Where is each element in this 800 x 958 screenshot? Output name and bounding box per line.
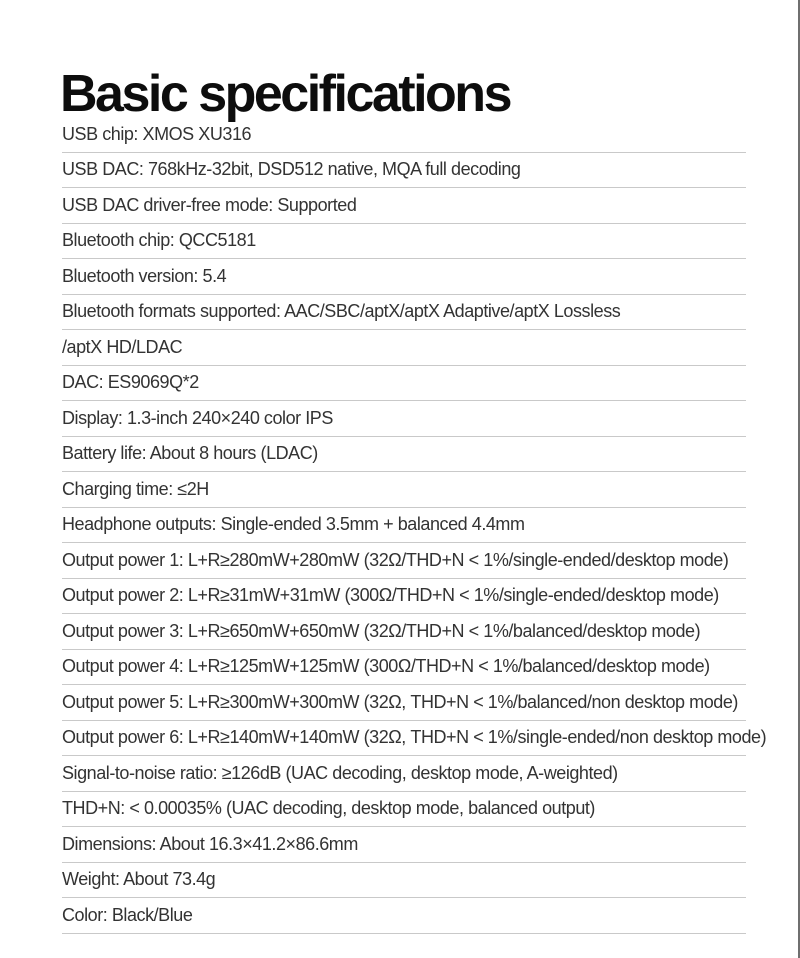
spec-row <box>62 366 746 402</box>
spec-row <box>62 792 746 828</box>
spec-text: Bluetooth formats supported: AAC/SBC/aptX/aptX Adaptive/aptX Lossless <box>62 301 621 322</box>
spec-row <box>62 117 746 153</box>
spec-row <box>62 685 746 721</box>
spec-list <box>62 117 767 934</box>
spec-row <box>62 295 746 331</box>
spec-row <box>62 224 746 260</box>
spec-row <box>62 827 746 863</box>
spec-row <box>62 259 746 295</box>
spec-row <box>62 508 746 544</box>
spec-text: Color: Black/Blue <box>62 904 193 925</box>
spec-text: Bluetooth version: 5.4 <box>62 265 227 286</box>
spec-row <box>62 756 746 792</box>
spec-text: Output power 6: L+R≥140mW+140mW (32Ω, THD+N < 1%/single-ended/non desktop mode) <box>62 727 767 748</box>
spec-text: Display: 1.3-inch 240×240 color IPS <box>62 407 333 428</box>
spec-text: Signal-to-noise ratio: ≥126dB (UAC decoding, desktop mode, A-weighted) <box>62 762 618 783</box>
spec-text: Output power 3: L+R≥650mW+650mW (32Ω/THD+N < 1%/balanced/desktop mode) <box>62 620 701 641</box>
spec-row <box>62 153 746 189</box>
spec-text: Battery life: About 8 hours (LDAC) <box>62 443 318 464</box>
spec-row <box>62 188 746 224</box>
spec-text: Charging time: ≤2H <box>62 478 209 499</box>
spec-row <box>62 543 746 579</box>
spec-row <box>62 614 746 650</box>
spec-text: /aptX HD/LDAC <box>62 336 183 357</box>
spec-text: Output power 1: L+R≥280mW+280mW (32Ω/THD+N < 1%/single-ended/desktop mode) <box>62 549 729 570</box>
spec-text: THD+N: < 0.00035% (UAC decoding, desktop mode, balanced output) <box>62 798 595 819</box>
spec-row <box>62 898 746 934</box>
spec-row <box>62 437 746 473</box>
spec-row <box>62 330 746 366</box>
spec-row <box>62 579 746 615</box>
spec-row <box>62 472 746 508</box>
spec-text: Output power 4: L+R≥125mW+125mW (300Ω/THD+N < 1%/balanced/desktop mode) <box>62 656 710 677</box>
spec-row <box>62 721 767 757</box>
spec-text: DAC: ES9069Q*2 <box>62 372 199 393</box>
spec-text: USB DAC: 768kHz-32bit, DSD512 native, MQA full decoding <box>62 159 521 180</box>
spec-text: Bluetooth chip: QCC5181 <box>62 230 256 251</box>
spec-row <box>62 650 746 686</box>
spec-text: USB DAC driver-free mode: Supported <box>62 194 357 215</box>
spec-text: Weight: About 73.4g <box>62 869 216 890</box>
spec-text: Output power 5: L+R≥300mW+300mW (32Ω, THD+N < 1%/balanced/non desktop mode) <box>62 691 738 712</box>
spec-text: USB chip: XMOS XU316 <box>62 123 252 144</box>
spec-text: Dimensions: About 16.3×41.2×86.6mm <box>62 833 358 854</box>
page-title: Basic specifications <box>60 64 510 123</box>
spec-text: Output power 2: L+R≥31mW+31mW (300Ω/THD+N < 1%/single-ended/desktop mode) <box>62 585 719 606</box>
spec-text: Headphone outputs: Single-ended 3.5mm + balanced 4.4mm <box>62 514 525 535</box>
spec-row <box>62 401 746 437</box>
spec-row <box>62 863 746 899</box>
